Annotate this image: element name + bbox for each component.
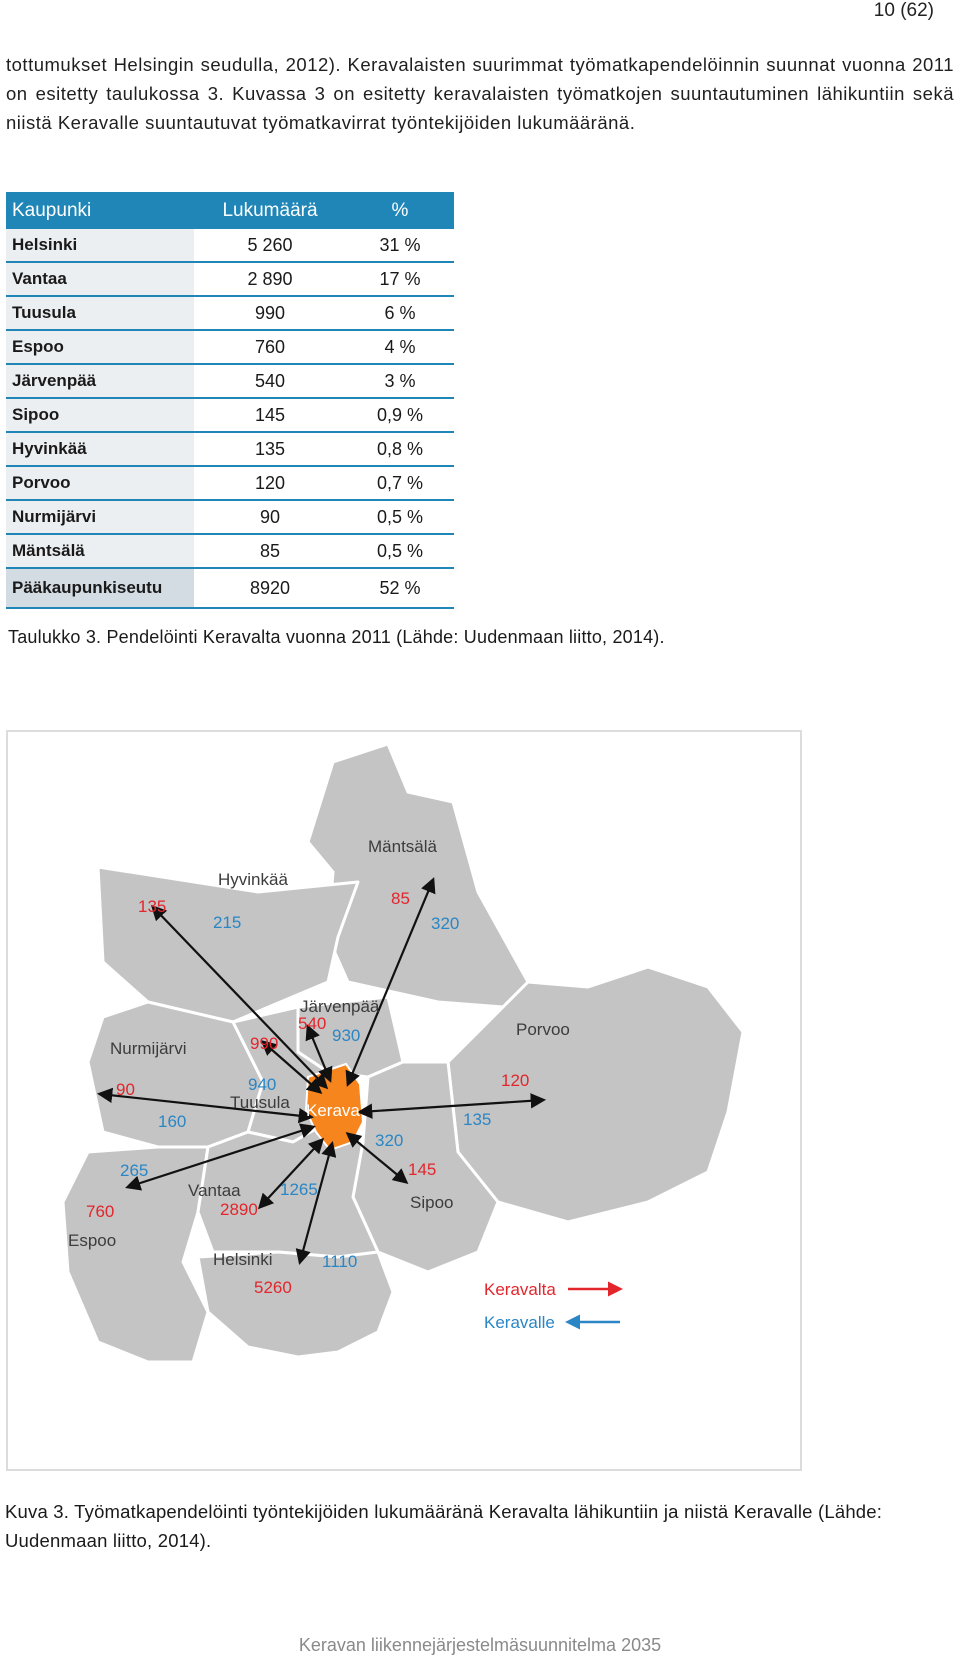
table-row [6,466,454,500]
in-hyvinkaa: 215 [213,913,242,932]
label-kerava: Kerava [306,1101,360,1120]
label-porvoo: Porvoo [516,1020,570,1039]
region-mantsala [308,744,528,1007]
label-helsinki: Helsinki [213,1250,273,1269]
out-mantsala: 85 [391,889,410,908]
table-header-row [6,192,454,229]
table-row [6,500,454,534]
total-city: Pääkaupunkiseutu [6,568,194,608]
label-nurmijarvi: Nurmijärvi [110,1039,187,1058]
row-city: Hyvinkää [6,432,194,466]
map-svg [8,732,800,1469]
row-percent: 31 % [346,229,454,262]
out-vantaa: 2890 [220,1200,258,1219]
row-city: Sipoo [6,398,194,432]
commute-table [6,192,454,609]
label-hyvinkaa: Hyvinkää [218,870,288,889]
label-sipoo: Sipoo [410,1193,454,1212]
page-footer: Keravan liikennejärjestelmäsuunnitelma 2035 [298,1635,662,1655]
figure-caption: Kuva 3. Työmatkapendelöinti työntekijöiden lukumääränä Keravalta lähikuntiin ja niistä Keravalle (Lähde: Uudenmaan liitto, 2014). [5,1501,883,1551]
out-espoo: 760 [86,1202,115,1221]
row-count: 90 [194,500,346,534]
row-percent: 3 % [346,364,454,398]
out-porvoo: 120 [501,1071,530,1090]
label-jarvenpaa: Järvenpää [300,997,380,1016]
in-jarvenpaa: 930 [332,1026,361,1045]
out-nurmijarvi: 90 [116,1080,135,1099]
row-percent: 0,5 % [346,500,454,534]
row-count: 120 [194,466,346,500]
row-percent: 17 % [346,262,454,296]
out-sipoo: 145 [408,1160,437,1179]
header-count: Lukumäärä [194,192,346,229]
row-city: Vantaa [6,262,194,296]
label-mantsala: Mäntsälä [368,837,437,856]
map-legend [484,1280,620,1332]
header-percent: % [346,192,454,229]
out-hyvinkaa: 135 [138,897,167,916]
row-percent: 4 % [346,330,454,364]
row-count: 135 [194,432,346,466]
in-helsinki: 1110 [322,1252,358,1271]
header-city: Kaupunki [6,192,194,229]
legend-inbound-label: Keravalle [484,1313,555,1332]
row-city: Espoo [6,330,194,364]
table-row [6,330,454,364]
row-count: 145 [194,398,346,432]
out-tuusula: 990 [250,1034,279,1053]
table-row [6,296,454,330]
legend-outbound-label: Keravalta [484,1280,556,1299]
total-percent: 52 % [346,568,454,608]
in-tuusula: 940 [248,1075,277,1094]
row-percent: 0,7 % [346,466,454,500]
label-espoo: Espoo [68,1231,117,1250]
page-number: 10 (62) [873,0,934,21]
row-percent: 6 % [346,296,454,330]
row-count: 540 [194,364,346,398]
table-row [6,432,454,466]
table-row [6,534,454,568]
in-vantaa: 1265 [280,1180,318,1199]
table-total-row [6,568,454,608]
in-porvoo: 135 [463,1110,492,1129]
table-row [6,398,454,432]
row-count: 85 [194,534,346,568]
row-count: 990 [194,296,346,330]
in-mantsala: 320 [431,914,460,933]
row-city: Nurmijärvi [6,500,194,534]
row-city: Järvenpää [6,364,194,398]
row-city: Mäntsälä [6,534,194,568]
in-sipoo: 320 [375,1131,404,1150]
row-percent: 0,5 % [346,534,454,568]
out-helsinki: 5260 [254,1278,292,1297]
row-city: Porvoo [6,466,194,500]
commute-map [6,730,802,1471]
total-count: 8920 [194,568,346,608]
label-tuusula: Tuusula [230,1093,290,1112]
row-count: 2 890 [194,262,346,296]
intro-paragraph: tottumukset Helsingin seudulla, 2012). Keravalaisten suurimmat työmatkapendelöinnin suunnat vuonna 2011 on esitetty taulukossa 3. Kuvassa 3 on esitetty keravalaisten työmatkojen suuntautuminen lähikuntiin sekä niistä Keravalle suuntautuvat työmatkavirrat työntekijöiden lukumääränä. [6,54,954,133]
table-row [6,262,454,296]
table-row [6,229,454,262]
out-jarvenpaa: 540 [298,1014,327,1033]
in-espoo: 265 [120,1161,149,1180]
row-count: 5 260 [194,229,346,262]
row-city: Tuusula [6,296,194,330]
row-count: 760 [194,330,346,364]
row-percent: 0,9 % [346,398,454,432]
row-city: Helsinki [6,229,194,262]
table-caption: Taulukko 3. Pendelöinti Keravalta vuonna 2011 (Lähde: Uudenmaan liitto, 2014). [8,627,665,647]
table-row [6,364,454,398]
row-percent: 0,8 % [346,432,454,466]
in-nurmijarvi: 160 [158,1112,187,1131]
label-vantaa: Vantaa [188,1181,241,1200]
